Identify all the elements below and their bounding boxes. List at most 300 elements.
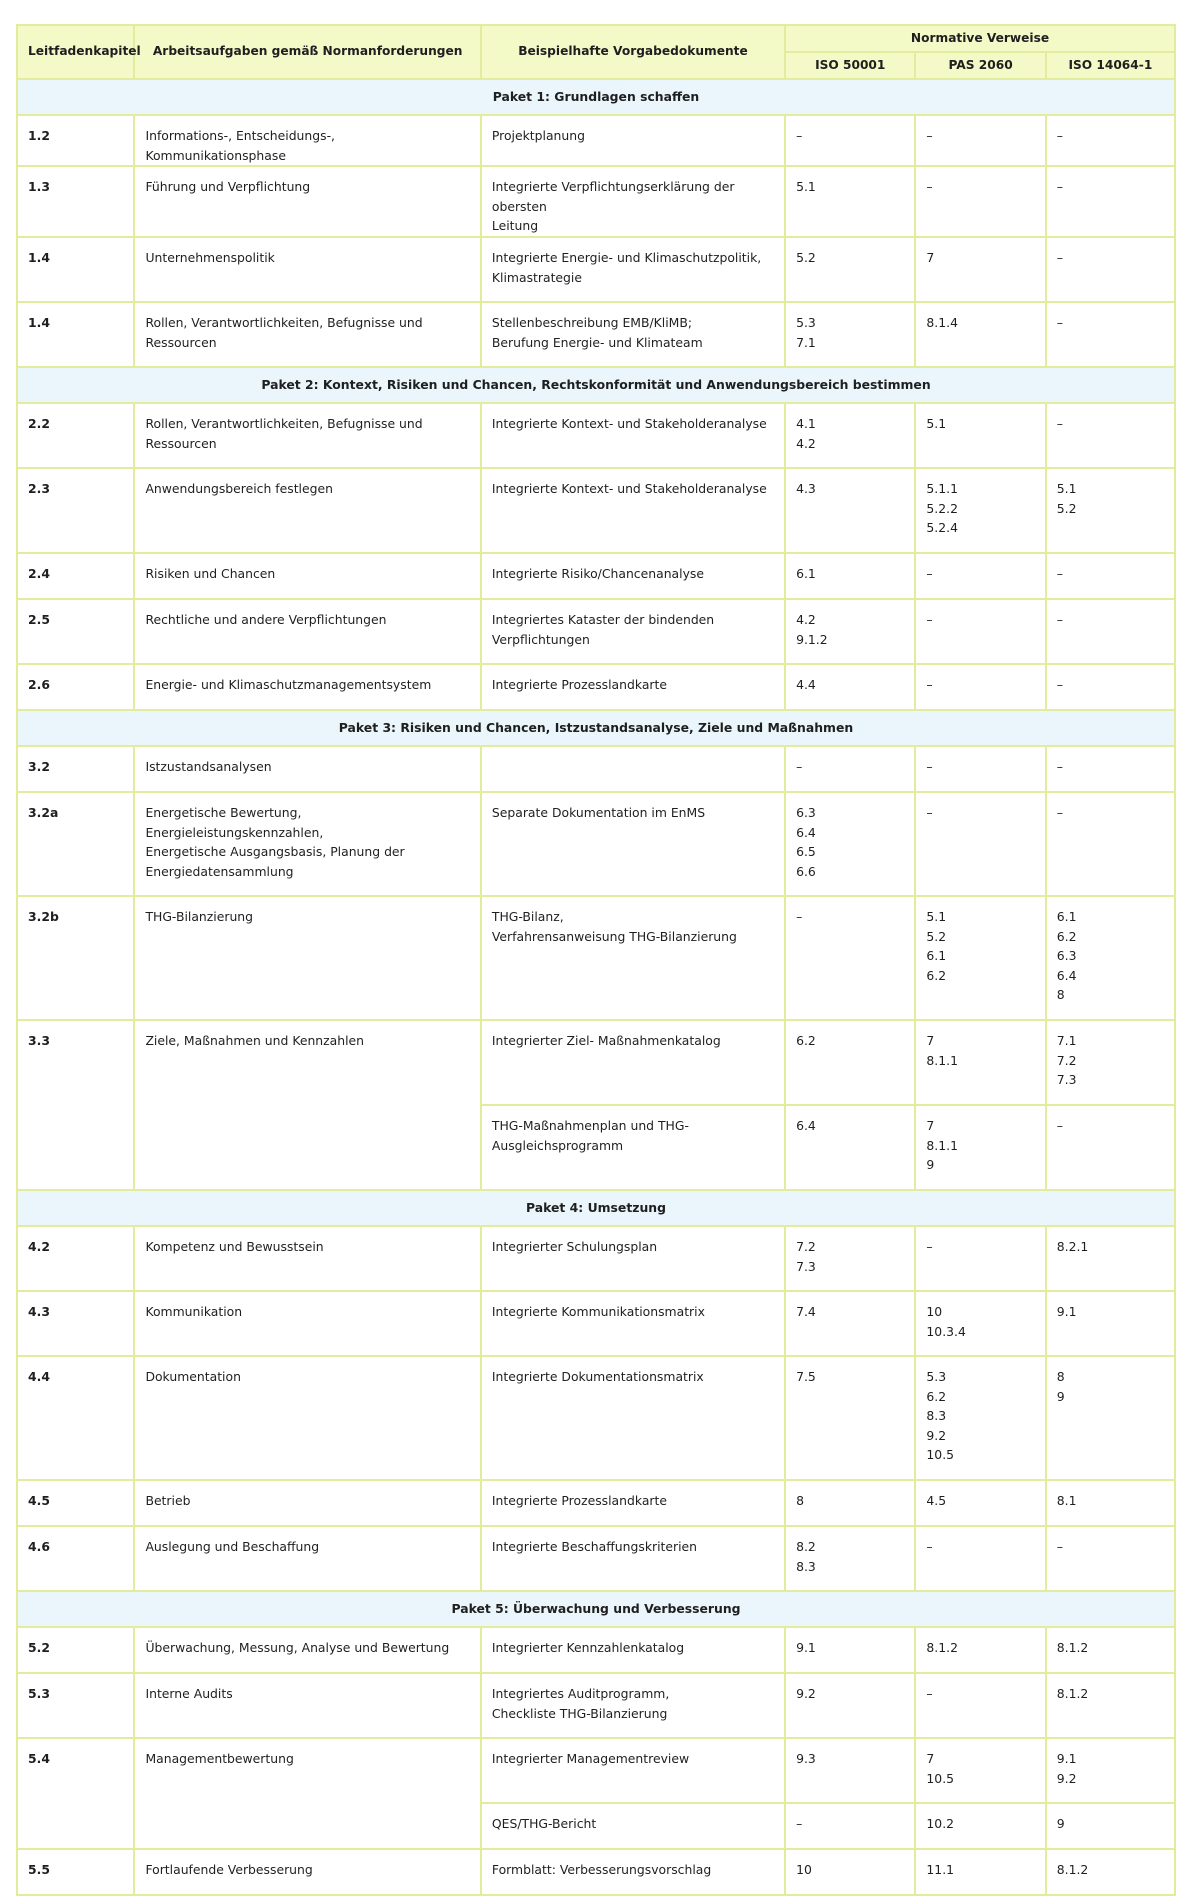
package-row	[17, 710, 1175, 746]
pas-2060-cell	[915, 553, 1045, 599]
pas-2060-cell	[915, 1803, 1045, 1849]
pas-2060-cell	[915, 599, 1045, 664]
document-cell	[481, 553, 785, 599]
task-cell	[134, 237, 480, 302]
header-chapter: Leitfadenkapitel	[17, 25, 134, 79]
package-title: Paket 1: Grundlagen schaffen	[17, 79, 1175, 115]
iso-50001-cell	[785, 1803, 915, 1849]
task-cell-line: Rollen, Verantwortlichkeiten, Befugnisse und	[145, 314, 423, 330]
iso-50001-cell-line: 5.3	[796, 314, 816, 330]
iso-14064-cell-line: 9.2	[1056, 1770, 1077, 1786]
task-cell-line: Fortlaufende Verbesserung	[145, 1861, 313, 1877]
table-row	[17, 1738, 1175, 1803]
pas-2060-cell-line: 9.2	[926, 1427, 947, 1443]
task-cell	[134, 599, 480, 664]
task-cell-line: Interne Audits	[145, 1685, 233, 1701]
document-cell-line: Integrierte Kontext- und Stakeholderanalyse	[491, 480, 767, 496]
pas-2060-cell-line: 8.1.2	[926, 1639, 958, 1655]
document-cell-line: Klimastrategie	[491, 269, 582, 285]
iso-50001-cell-line: 6.6	[796, 863, 816, 879]
document-cell-line: Integrierte Beschaffungskriterien	[491, 1538, 698, 1554]
task-cell	[134, 1480, 480, 1526]
iso-14064-cell-line: 7.1	[1056, 1032, 1077, 1048]
iso-50001-cell-line: 7.1	[796, 334, 816, 350]
document-cell	[481, 1627, 785, 1673]
pas-2060-cell-line: 10.5	[926, 1770, 955, 1786]
pas-2060-cell	[915, 1226, 1045, 1291]
document-cell	[481, 896, 785, 1020]
table-row	[17, 115, 1175, 166]
iso-50001-cell	[785, 166, 915, 237]
iso-50001-cell-line: 5.2	[796, 249, 816, 265]
pas-2060-cell-line: –	[926, 179, 933, 195]
pas-2060-cell	[915, 664, 1045, 710]
task-cell-line: Energiedatensammlung	[145, 863, 294, 879]
task-cell-line: Kommunikation	[145, 1303, 243, 1319]
chapter-cell: 1.2	[17, 115, 134, 166]
task-cell-line: Rollen, Verantwortlichkeiten, Befugnisse und	[145, 415, 423, 431]
pas-2060-cell-line: –	[926, 804, 933, 820]
table-row	[17, 468, 1175, 553]
task-cell-line: Rechtliche und andere Verpflichtungen	[145, 611, 387, 627]
task-cell-line: Energie- und Klimaschutzmanagementsystem	[145, 676, 432, 692]
chapter-cell: 3.2b	[17, 896, 134, 1020]
iso-50001-cell	[785, 115, 915, 166]
chapter-cell: 3.3	[17, 1020, 134, 1190]
document-cell	[481, 1105, 785, 1190]
table-row	[17, 664, 1175, 710]
task-cell-line: Dokumentation	[145, 1368, 241, 1384]
document-cell-line: Verpflichtungen	[491, 631, 590, 647]
task-cell	[134, 1738, 480, 1849]
iso-50001-cell	[785, 1020, 915, 1105]
iso-14064-cell-line: 6.1	[1056, 908, 1077, 924]
document-cell-line: Integriertes Auditprogramm,	[491, 1685, 670, 1701]
pas-2060-cell	[915, 746, 1045, 792]
pas-2060-cell-line: 10.5	[926, 1447, 955, 1463]
task-cell-line: Kompetenz und Bewusstsein	[145, 1238, 324, 1254]
iso-50001-cell-line: 6.4	[796, 1117, 816, 1133]
norm-reference-table	[16, 24, 1176, 1896]
document-cell-line: Integrierte Kommunikationsmatrix	[491, 1303, 705, 1319]
table-row	[17, 553, 1175, 599]
pas-2060-cell-line: 6.2	[926, 967, 947, 983]
table-row	[17, 1226, 1175, 1291]
iso-14064-cell-line: –	[1056, 1538, 1063, 1554]
iso-14064-cell-line: 5.2	[1056, 500, 1077, 516]
package-row	[17, 1591, 1175, 1627]
iso-50001-cell-line: 6.5	[796, 844, 816, 860]
pas-2060-cell-line: –	[926, 676, 933, 692]
chapter-cell: 4.3	[17, 1291, 134, 1356]
iso-14064-cell-line: 8	[1056, 987, 1065, 1003]
pas-2060-cell-line: –	[926, 758, 933, 774]
iso-14064-cell	[1046, 1480, 1175, 1526]
document-cell	[481, 1226, 785, 1291]
table-row	[17, 1849, 1175, 1895]
task-cell	[134, 166, 480, 237]
table-row	[17, 237, 1175, 302]
pas-2060-cell-line: 8.3	[926, 1408, 947, 1424]
iso-50001-cell-line: –	[796, 908, 803, 924]
document-cell	[481, 1738, 785, 1803]
iso-14064-cell	[1046, 1738, 1175, 1803]
pas-2060-cell	[915, 403, 1045, 468]
iso-50001-cell-line: 4.2	[796, 611, 816, 627]
document-cell-line: Separate Dokumentation im EnMS	[491, 804, 706, 820]
task-cell	[134, 1673, 480, 1738]
iso-50001-cell	[785, 1627, 915, 1673]
pas-2060-cell-line: 5.2.2	[926, 500, 958, 516]
iso-14064-cell	[1046, 553, 1175, 599]
task-cell	[134, 1849, 480, 1895]
chapter-cell: 1.3	[17, 166, 134, 237]
pas-2060-cell-line: 8.1.4	[926, 314, 958, 330]
pas-2060-cell-line: –	[926, 1685, 933, 1701]
document-cell-line: Integrierter Kennzahlenkatalog	[491, 1639, 685, 1655]
iso-50001-cell	[785, 1526, 915, 1591]
table-row	[17, 1480, 1175, 1526]
iso-14064-cell	[1046, 746, 1175, 792]
iso-14064-cell-line: –	[1056, 611, 1063, 627]
document-cell	[481, 599, 785, 664]
chapter-cell: 4.6	[17, 1526, 134, 1591]
iso-14064-cell	[1046, 403, 1175, 468]
table-row	[17, 403, 1175, 468]
pas-2060-cell-line: 7	[926, 1750, 935, 1766]
package-row	[17, 1190, 1175, 1226]
task-cell-line: Istzustandsanalysen	[145, 758, 272, 774]
pas-2060-cell-line: 6.1	[926, 948, 947, 964]
iso-50001-cell-line: 8.2	[796, 1538, 816, 1554]
package-row	[17, 367, 1175, 403]
task-cell	[134, 553, 480, 599]
iso-50001-cell	[785, 1356, 915, 1480]
iso-50001-cell	[785, 1105, 915, 1190]
iso-14064-cell-line: 9	[1056, 1815, 1065, 1831]
iso-14064-cell	[1046, 664, 1175, 710]
table-row	[17, 792, 1175, 896]
pas-2060-cell	[915, 1849, 1045, 1895]
task-cell	[134, 792, 480, 896]
table-row	[17, 1356, 1175, 1480]
iso-14064-cell	[1046, 599, 1175, 664]
task-cell	[134, 1291, 480, 1356]
pas-2060-cell	[915, 1673, 1045, 1738]
task-cell	[134, 664, 480, 710]
iso-50001-cell-line: 6.1	[796, 565, 816, 581]
table-row	[17, 1627, 1175, 1673]
document-cell-line: Berufung Energie- und Klimateam	[491, 334, 703, 350]
document-cell-line: Integrierte Kontext- und Stakeholderanalyse	[491, 415, 767, 431]
header-documents: Beispielhafte Vorgabedokumente	[481, 25, 785, 79]
document-cell-line: Ausgleichsprogramm	[491, 1137, 624, 1153]
header-iso-14064: ISO 14064-1	[1046, 52, 1175, 79]
iso-14064-cell	[1046, 166, 1175, 237]
document-cell	[481, 237, 785, 302]
chapter-cell: 5.3	[17, 1673, 134, 1738]
document-cell-line: Leitung	[491, 218, 539, 234]
table-row	[17, 302, 1175, 367]
iso-14064-cell-line: 6.3	[1056, 948, 1077, 964]
pas-2060-cell-line: 7	[926, 249, 935, 265]
task-cell-line: Ziele, Maßnahmen und Kennzahlen	[145, 1032, 365, 1048]
iso-50001-cell-line: –	[796, 128, 803, 143]
task-cell-line: Ressourcen	[145, 435, 217, 451]
iso-50001-cell-line: 10	[796, 1861, 812, 1877]
iso-14064-cell-line: 9	[1056, 1388, 1065, 1404]
table-row	[17, 896, 1175, 1020]
task-cell-line: THG-Bilanzierung	[145, 908, 254, 924]
task-cell	[134, 468, 480, 553]
chapter-cell: 4.4	[17, 1356, 134, 1480]
task-cell	[134, 896, 480, 1020]
table-body	[17, 79, 1175, 1895]
iso-14064-cell	[1046, 302, 1175, 367]
chapter-cell: 2.6	[17, 664, 134, 710]
document-cell	[481, 1356, 785, 1480]
document-cell	[481, 1020, 785, 1105]
pas-2060-cell-line: 5.2	[926, 928, 947, 944]
package-title: Paket 4: Umsetzung	[17, 1190, 1175, 1226]
iso-50001-cell	[785, 599, 915, 664]
header-iso-50001: ISO 50001	[785, 52, 915, 79]
document-cell	[481, 792, 785, 896]
task-cell	[134, 115, 480, 166]
iso-14064-cell	[1046, 1526, 1175, 1591]
table-row	[17, 599, 1175, 664]
iso-50001-cell-line: 7.3	[796, 1258, 816, 1274]
pas-2060-cell-line: 4.5	[926, 1492, 947, 1508]
task-cell-line: Managementbewertung	[145, 1750, 294, 1766]
pas-2060-cell	[915, 1627, 1045, 1673]
iso-50001-cell-line: 4.2	[796, 435, 816, 451]
chapter-cell: 3.2a	[17, 792, 134, 896]
document-cell	[481, 664, 785, 710]
task-cell	[134, 1356, 480, 1480]
pas-2060-cell-line: 6.2	[926, 1388, 947, 1404]
iso-50001-cell	[785, 237, 915, 302]
iso-14064-cell	[1046, 1803, 1175, 1849]
iso-14064-cell-line: 9.1	[1056, 1750, 1077, 1766]
package-title: Paket 3: Risiken und Chancen, Istzustandsanalyse, Ziele und Maßnahmen	[17, 710, 1175, 746]
iso-50001-cell	[785, 1226, 915, 1291]
document-cell-line: Integrierte Verpflichtungserklärung der obersten	[491, 179, 735, 214]
chapter-cell: 5.2	[17, 1627, 134, 1673]
document-cell-line: Formblatt: Verbesserungsvorschlag	[491, 1861, 712, 1877]
header-pas-2060: PAS 2060	[915, 52, 1045, 79]
pas-2060-cell-line: 5.2.4	[926, 520, 958, 536]
iso-50001-cell	[785, 792, 915, 896]
iso-14064-cell	[1046, 1291, 1175, 1356]
chapter-cell: 1.4	[17, 237, 134, 302]
document-cell	[481, 1849, 785, 1895]
chapter-cell: 4.2	[17, 1226, 134, 1291]
iso-50001-cell-line: 5.1	[796, 179, 816, 195]
iso-50001-cell	[785, 1849, 915, 1895]
document-cell-line: Integrierte Prozesslandkarte	[491, 676, 667, 692]
iso-14064-cell	[1046, 468, 1175, 553]
task-cell-line: Energetische Ausgangsbasis, Planung der	[145, 844, 405, 860]
pas-2060-cell	[915, 1480, 1045, 1526]
pas-2060-cell	[915, 1526, 1045, 1591]
document-cell-line: THG-Bilanz,	[491, 908, 564, 924]
iso-14064-cell-line: –	[1056, 565, 1063, 581]
document-cell	[481, 403, 785, 468]
iso-50001-cell-line: 6.3	[796, 804, 816, 820]
task-cell	[134, 1627, 480, 1673]
document-cell	[481, 1526, 785, 1591]
iso-50001-cell	[785, 1291, 915, 1356]
pas-2060-cell	[915, 1291, 1045, 1356]
document-cell-line: Projektplanung	[491, 128, 585, 143]
table-row	[17, 166, 1175, 237]
iso-50001-cell-line: 7.2	[796, 1238, 816, 1254]
chapter-cell: 3.2	[17, 746, 134, 792]
document-cell	[481, 302, 785, 367]
task-cell-line: Überwachung, Messung, Analyse und Bewertung	[145, 1639, 450, 1655]
pas-2060-cell-line: 9	[926, 1157, 935, 1173]
pas-2060-cell	[915, 1105, 1045, 1190]
iso-14064-cell	[1046, 1673, 1175, 1738]
document-cell	[481, 1673, 785, 1738]
table-row	[17, 1526, 1175, 1591]
task-cell-line: Risiken und Chancen	[145, 565, 276, 581]
pas-2060-cell-line: –	[926, 1538, 933, 1554]
iso-50001-cell-line: –	[796, 1815, 803, 1831]
document-cell	[481, 1291, 785, 1356]
chapter-cell: 5.5	[17, 1849, 134, 1895]
pas-2060-cell	[915, 237, 1045, 302]
task-cell	[134, 302, 480, 367]
chapter-cell: 2.2	[17, 403, 134, 468]
header-tasks: Arbeitsaufgaben gemäß Normanforderungen	[134, 25, 480, 79]
chapter-cell: 2.3	[17, 468, 134, 553]
iso-14064-cell	[1046, 1356, 1175, 1480]
iso-50001-cell-line: 6.4	[796, 824, 816, 840]
iso-14064-cell	[1046, 115, 1175, 166]
pas-2060-cell-line: 10	[926, 1303, 943, 1319]
pas-2060-cell	[915, 115, 1045, 166]
pas-2060-cell-line: 8.1.1	[926, 1137, 958, 1153]
pas-2060-cell-line: –	[926, 611, 933, 627]
chapter-cell: 4.5	[17, 1480, 134, 1526]
document-cell-line: Integrierte Dokumentationsmatrix	[491, 1368, 704, 1384]
iso-14064-cell	[1046, 1226, 1175, 1291]
iso-50001-cell-line: 8	[796, 1492, 804, 1508]
table-row	[17, 1020, 1175, 1105]
pas-2060-cell-line: –	[926, 1238, 933, 1254]
iso-14064-cell-line: 8	[1056, 1368, 1065, 1384]
pas-2060-cell-line: 7	[926, 1032, 935, 1048]
document-cell-line: Integrierter Managementreview	[491, 1750, 690, 1766]
table-row	[17, 1673, 1175, 1738]
pas-2060-cell	[915, 302, 1045, 367]
task-cell-line: Informations-, Entscheidungs-, Kommunikationsphase	[145, 128, 335, 163]
pas-2060-cell	[915, 896, 1045, 1020]
iso-14064-cell-line: 6.4	[1056, 967, 1077, 983]
iso-14064-cell-line: 8.2.1	[1056, 1238, 1089, 1254]
iso-50001-cell-line: 7.4	[796, 1303, 816, 1319]
iso-14064-cell	[1046, 1105, 1175, 1190]
document-cell-line: Integrierter Ziel- Maßnahmenkatalog	[491, 1032, 721, 1048]
task-cell-line: Energetische Bewertung, Energieleistungskennzahlen,	[145, 804, 324, 840]
pas-2060-cell-line: 8.1.1	[926, 1052, 958, 1068]
iso-14064-cell-line: 6.2	[1056, 928, 1077, 944]
task-cell-line: Auslegung und Beschaffung	[145, 1538, 320, 1554]
iso-50001-cell-line: 7.5	[796, 1368, 816, 1384]
iso-14064-cell-line: –	[1056, 1117, 1063, 1133]
iso-50001-cell	[785, 1673, 915, 1738]
document-cell	[481, 166, 785, 237]
iso-14064-cell-line: –	[1056, 314, 1063, 330]
iso-50001-cell-line: 6.2	[796, 1032, 816, 1048]
chapter-cell: 1.4	[17, 302, 134, 367]
pas-2060-cell-line: 5.3	[926, 1368, 947, 1384]
iso-14064-cell	[1046, 1849, 1175, 1895]
task-cell	[134, 1526, 480, 1591]
iso-50001-cell	[785, 896, 915, 1020]
iso-14064-cell-line: –	[1056, 415, 1063, 431]
iso-50001-cell-line: 4.1	[796, 415, 816, 431]
package-row	[17, 79, 1175, 115]
iso-14064-cell-line: –	[1056, 804, 1063, 820]
iso-50001-cell-line: 9.1.2	[796, 631, 828, 647]
chapter-cell: 5.4	[17, 1738, 134, 1849]
task-cell-line: Betrieb	[145, 1492, 191, 1508]
iso-50001-cell	[785, 553, 915, 599]
task-cell	[134, 1226, 480, 1291]
document-cell	[481, 746, 785, 792]
pas-2060-cell-line: 10.2	[926, 1815, 955, 1831]
document-cell-line: Integrierte Energie- und Klimaschutzpolitik,	[491, 249, 762, 265]
iso-50001-cell	[785, 468, 915, 553]
pas-2060-cell-line: 5.1	[926, 908, 947, 924]
iso-14064-cell-line: 8.1	[1056, 1492, 1077, 1508]
iso-14064-cell-line: 5.1	[1056, 480, 1077, 496]
iso-14064-cell-line: 8.1.2	[1056, 1639, 1089, 1655]
table-row	[17, 1291, 1175, 1356]
document-cell-line: Verfahrensanweisung THG-Bilanzierung	[491, 928, 737, 944]
chapter-cell: 2.5	[17, 599, 134, 664]
package-title: Paket 2: Kontext, Risiken und Chancen, Rechtskonformität und Anwendungsbereich bestimmen	[17, 367, 1175, 403]
iso-50001-cell-line: 4.3	[796, 480, 816, 496]
iso-14064-cell	[1046, 792, 1175, 896]
table-header	[17, 25, 1175, 79]
iso-14064-cell-line: 7.3	[1056, 1072, 1077, 1088]
pas-2060-cell-line: 5.1	[926, 415, 947, 431]
iso-14064-cell	[1046, 1020, 1175, 1105]
document-cell-line: Integrierte Risiko/Chancenanalyse	[491, 565, 704, 581]
iso-50001-cell-line: 9.3	[796, 1750, 816, 1766]
chapter-cell: 2.4	[17, 553, 134, 599]
iso-50001-cell	[785, 664, 915, 710]
pas-2060-cell-line: –	[926, 128, 933, 143]
pas-2060-cell-line: 7	[926, 1117, 935, 1133]
iso-50001-cell	[785, 302, 915, 367]
iso-14064-cell	[1046, 237, 1175, 302]
iso-14064-cell-line: 8.1.2	[1056, 1861, 1089, 1877]
document-cell	[481, 1480, 785, 1526]
iso-50001-cell-line: –	[796, 758, 803, 774]
pas-2060-cell	[915, 1020, 1045, 1105]
package-title: Paket 5: Überwachung und Verbesserung	[17, 1591, 1175, 1627]
iso-14064-cell-line: –	[1056, 676, 1063, 692]
iso-50001-cell-line: 9.2	[796, 1685, 816, 1701]
document-cell	[481, 468, 785, 553]
document-cell-line: THG-Maßnahmenplan und THG-	[491, 1117, 689, 1133]
iso-50001-cell	[785, 1738, 915, 1803]
